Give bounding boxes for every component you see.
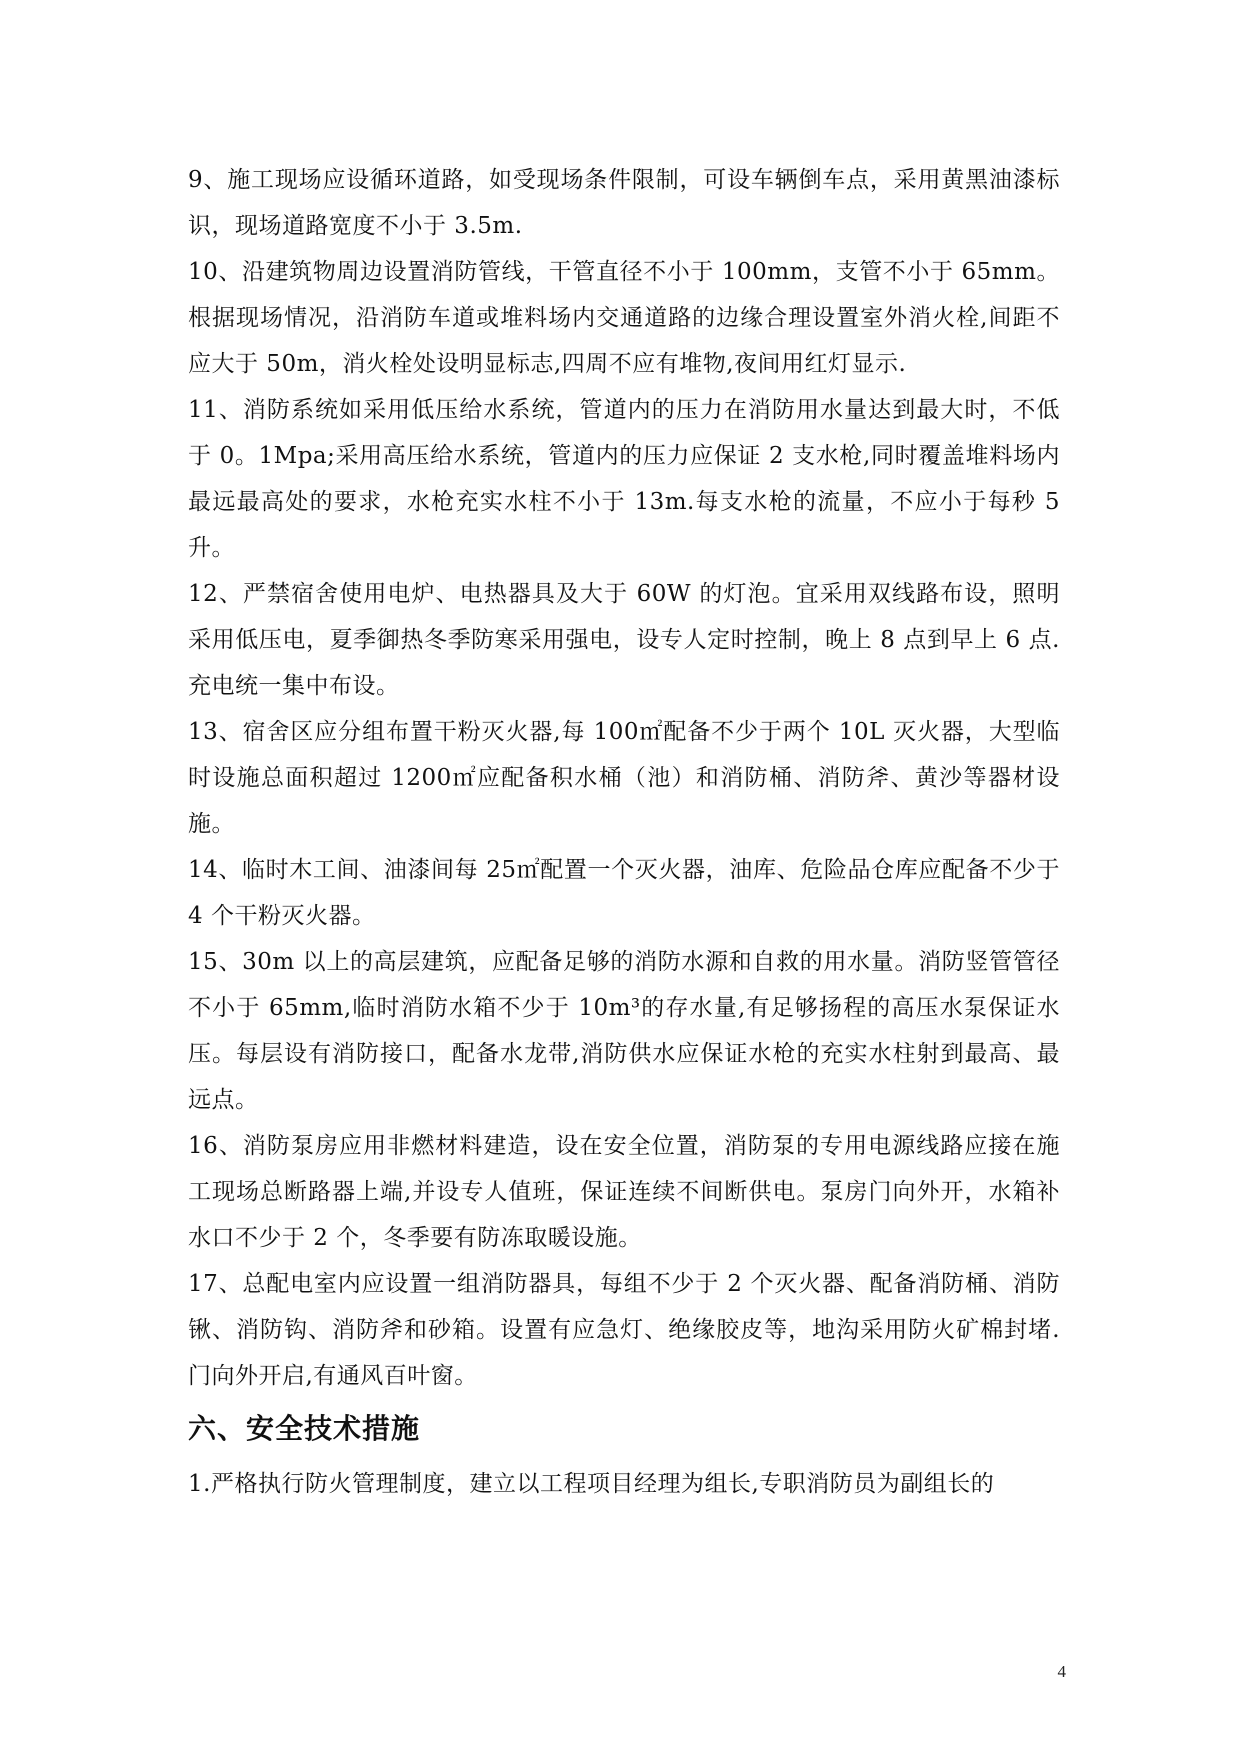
paragraph-item-14: 14、临时木工间、油漆间每 25㎡配置一个灭火器，油库、危险品仓库应配备不少于 4 个干粉灭火器。 — [188, 857, 1060, 929]
paragraph-item-16: 16、消防泵房应用非燃材料建造，设在安全位置，消防泵的专用电源线路应接在施工现场总断路器上端,并设专人值班，保证连续不间断供电。泵房门向外开，水箱补水口不少于 2 个，冬季要有防冻取暖设施。 — [188, 1133, 1060, 1251]
paragraph-safety-1: 1.严格执行防火管理制度，建立以工程项目经理为组长,专职消防员为副组长的 — [188, 1471, 995, 1497]
paragraph-item-15: 15、30m 以上的高层建筑，应配备足够的消防水源和自救的用水量。消防竖管管径不小于 65mm,临时消防水箱不少于 10m³的存水量,有足够扬程的高压水泵保证水压。每层设有消防接口，配备水龙带,消防供水应保证水枪的充实水柱射到最高、最远点。 — [188, 949, 1060, 1113]
paragraph-item-9: 9、施工现场应设循环道路，如受现场条件限制，可设车辆倒车点，采用黄黑油漆标识，现场道路宽度不小于 3.5m. — [188, 167, 1060, 239]
paragraph-item-12: 12、严禁宿舍使用电炉、电热器具及大于 60W 的灯泡。宜采用双线路布设，照明采用低压电，夏季御热冬季防寒采用强电，设专人定时控制，晚上 8 点到早上 6 点. 充电统一集中布设。 — [188, 581, 1092, 699]
paragraph-item-10: 10、沿建筑物周边设置消防管线，干管直径不小于 100mm，支管不小于 65mm。根据现场情况，沿消防车道或堆料场内交通道路的边缘合理设置室外消火栓,间距不应大于 50m，消火栓处设明显标志,四周不应有堆物,夜间用红灯显示. — [188, 259, 1060, 377]
paragraph-item-13: 13、宿舍区应分组布置干粉灭火器,每 100㎡配备不少于两个 10L 灭火器，大型临时设施总面积超过 1200㎡应配备积水桶（池）和消防桶、消防斧、黄沙等器材设施。 — [188, 719, 1060, 837]
section-heading: 六、安全技术措施 — [188, 1412, 421, 1445]
paragraph-item-11: 11、消防系统如采用低压给水系统，管道内的压力在消防用水量达到最大时，不低于 0。1Mpa;采用高压给水系统，管道内的压力应保证 2 支水枪,同时覆盖堆料场内最远最高处的要求，水枪充实水柱不小于 13m.每支水枪的流量，不应小于每秒 5 升。 — [188, 397, 1060, 561]
document-body — [188, 157, 1092, 1507]
paragraph-item-17: 17、总配电室内应设置一组消防器具，每组不少于 2 个灭火器、配备消防桶、消防锹、消防钩、消防斧和砂箱。设置有应急灯、绝缘胶皮等，地沟采用防火矿棉封堵.门向外开启,有通风百叶窗。 — [188, 1271, 1060, 1389]
page-number: 4 — [1057, 1662, 1066, 1681]
